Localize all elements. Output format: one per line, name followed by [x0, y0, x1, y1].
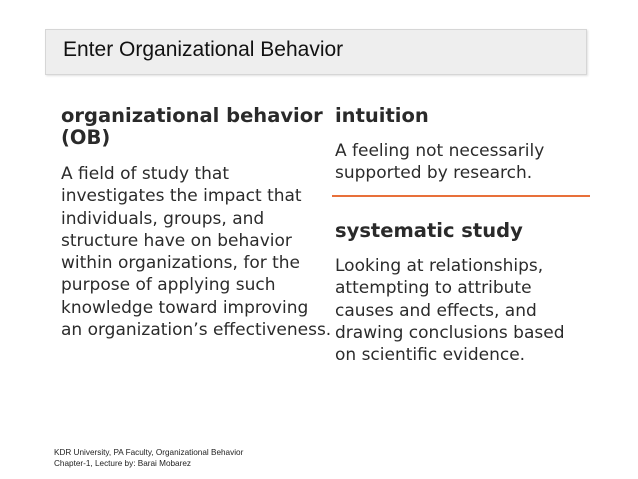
definition-line: investigates the impact that: [61, 186, 302, 207]
definition-line: knowledge toward improving: [61, 297, 309, 318]
slide-footer: [54, 447, 243, 469]
slide-title: Enter Organizational Behavior: [63, 38, 344, 61]
term-systematic-study: systematic study: [335, 219, 523, 242]
term-intuition: intuition: [335, 104, 429, 127]
definition-line: supported by research.: [335, 163, 533, 184]
footer-line: Chapter-1, Lecture by: Barai Mobarez: [54, 459, 191, 468]
definition-line: structure have on behavior: [61, 230, 292, 251]
definition-intuition: [335, 140, 544, 185]
definition-line: purpose of applying such: [61, 275, 276, 296]
definition-line: attempting to attribute: [335, 278, 532, 299]
term-line: organizational behavior: [61, 104, 323, 127]
definition-systematic-study: [335, 255, 565, 366]
definition-organizational-behavior: [61, 163, 331, 341]
definition-line: drawing conclusions based: [335, 322, 565, 343]
definition-line: an organization’s effectiveness.: [61, 320, 332, 341]
definition-line: Looking at relationships,: [335, 256, 544, 276]
footer-line: KDR University, PA Faculty, Organizational Behavior: [54, 448, 244, 457]
definition-line: causes and effects, and: [335, 300, 537, 321]
definition-line: individuals, groups, and: [61, 208, 265, 229]
definition-line: on scientific evidence.: [335, 345, 526, 366]
slide-title-bar: [45, 29, 587, 75]
definition-line: A field of study that: [61, 164, 229, 184]
section-divider: [332, 195, 590, 197]
definition-line: A feeling not necessarily: [335, 141, 545, 161]
term-organizational-behavior: [61, 105, 323, 149]
definition-line: within organizations, for the: [61, 253, 301, 274]
term-line: (OB): [61, 126, 111, 149]
